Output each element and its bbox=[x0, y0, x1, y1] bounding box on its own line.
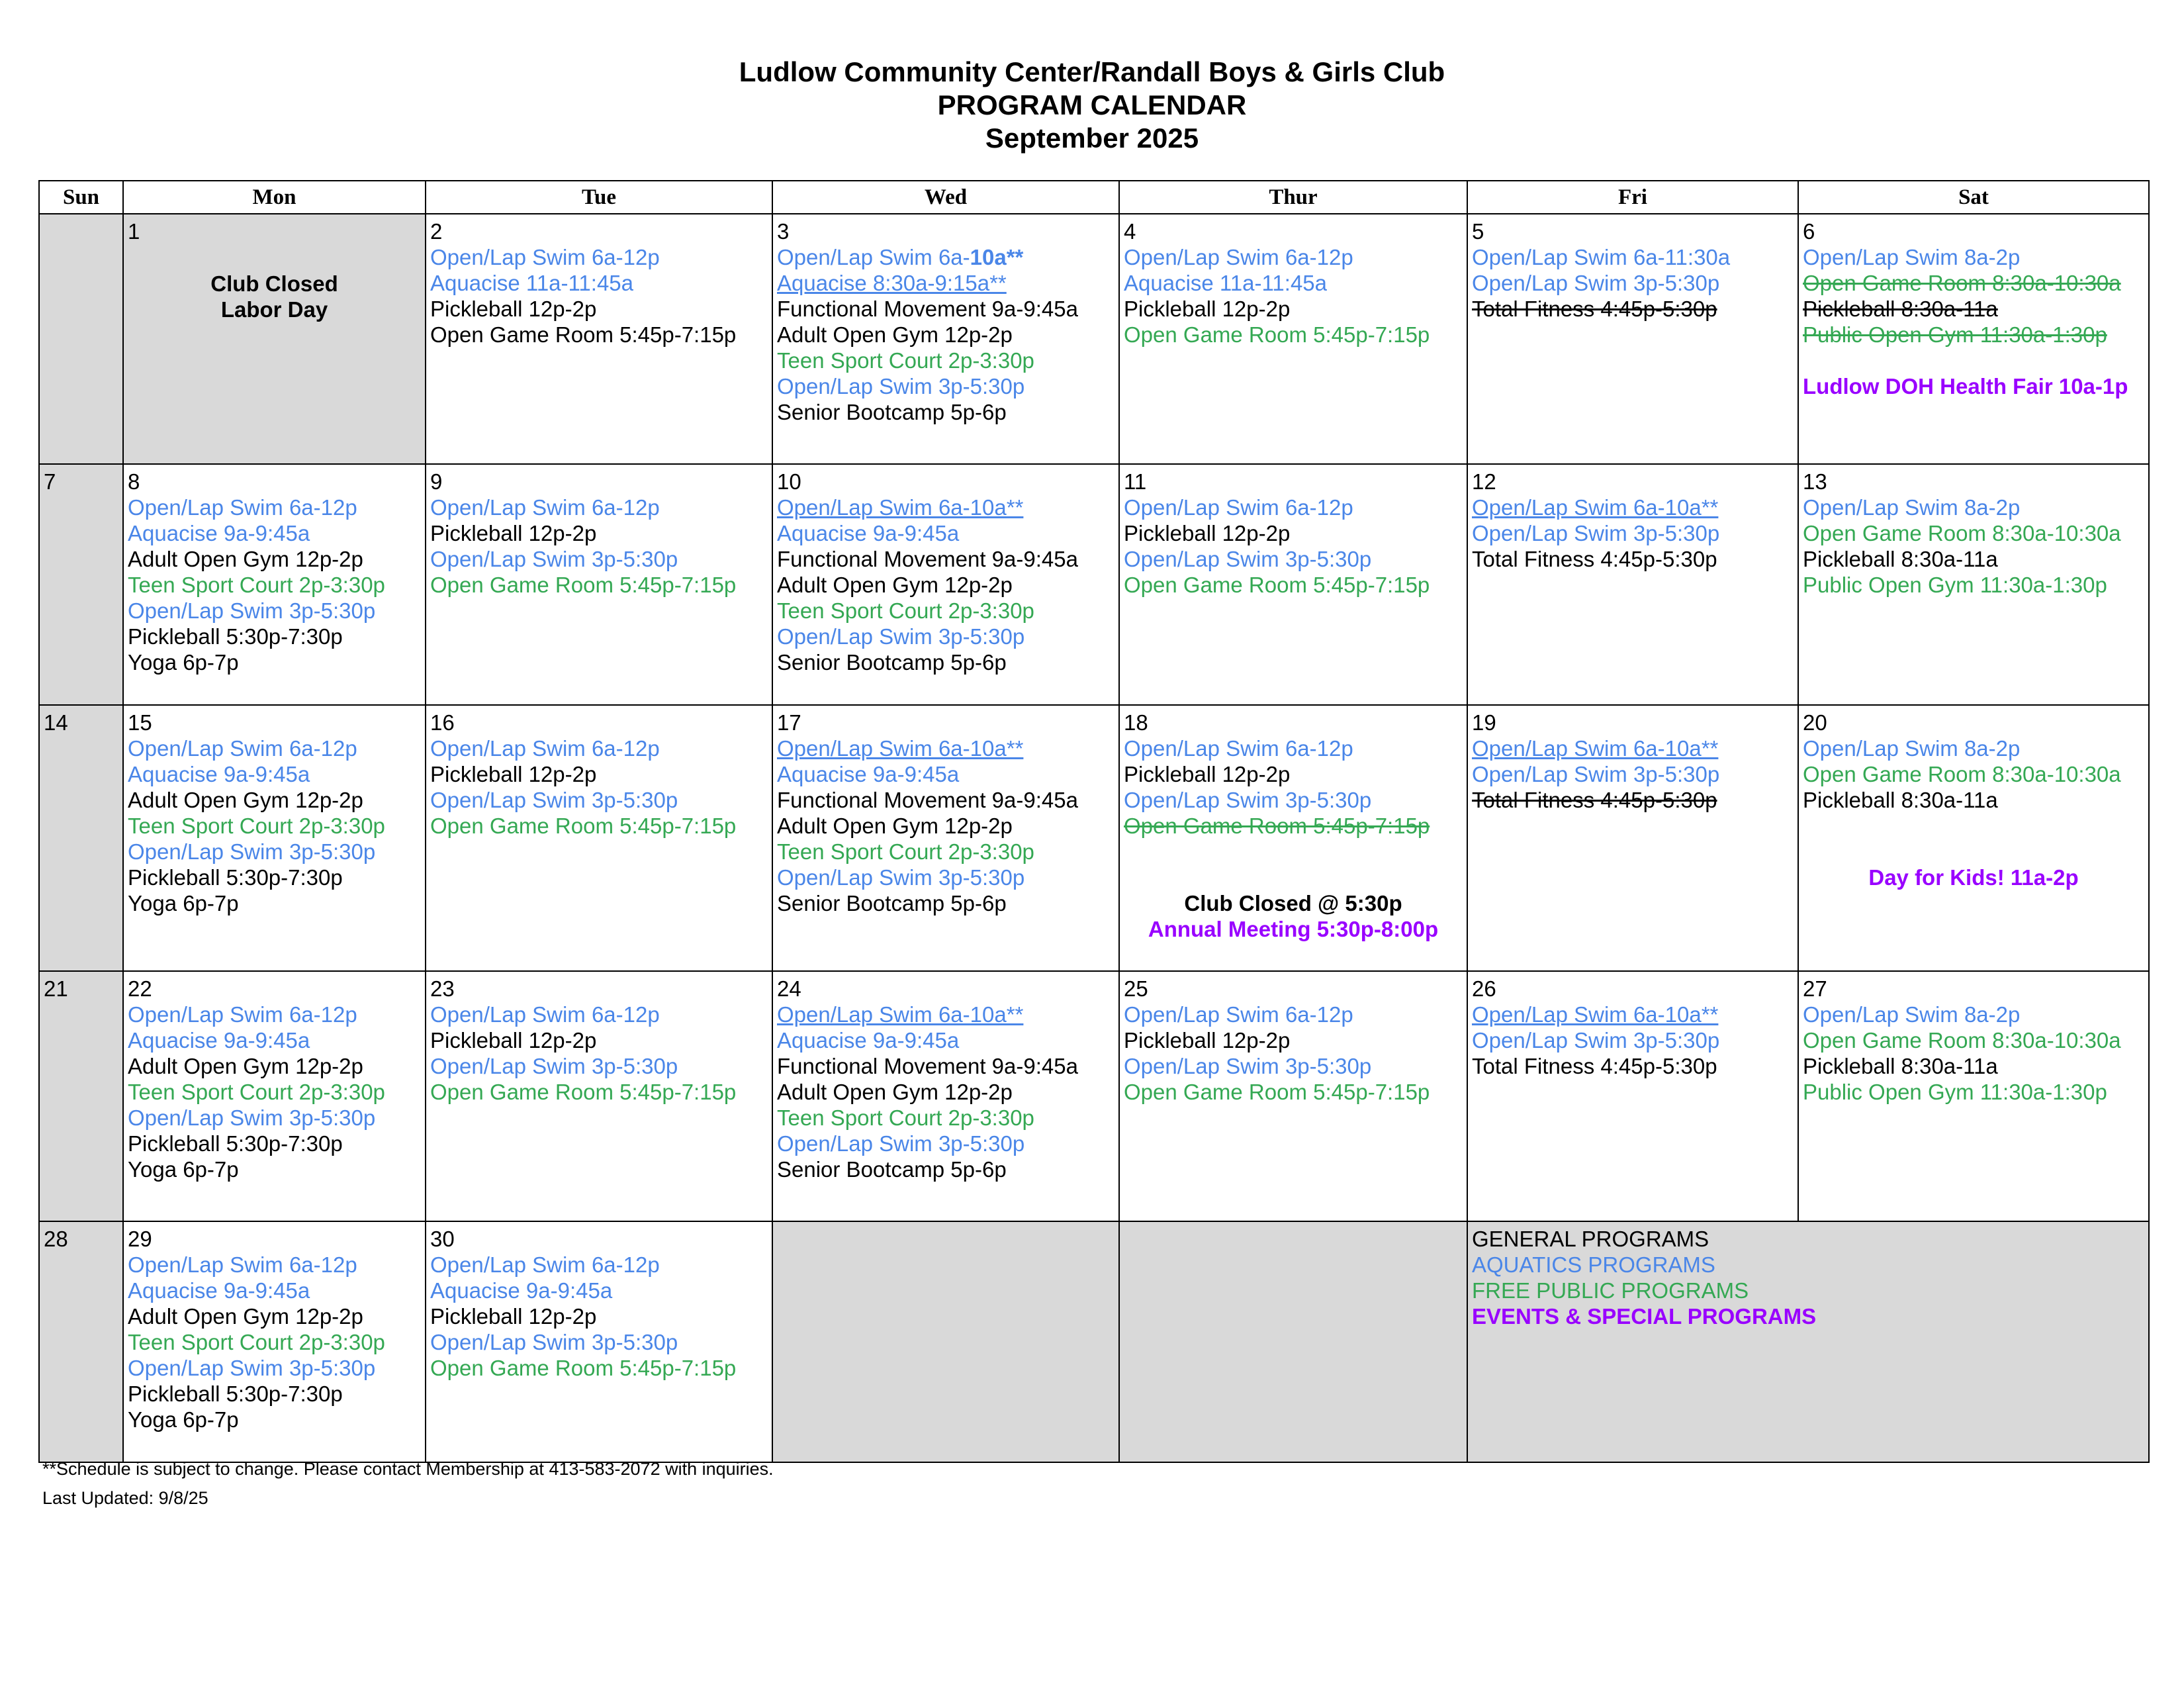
last-updated: Last Updated: 9/8/25 bbox=[42, 1488, 208, 1508]
event-item: Teen Sport Court 2p-3:30p bbox=[777, 839, 1034, 864]
event-item: Adult Open Gym 12p-2p bbox=[777, 573, 1013, 597]
event-item: Public Open Gym 11:30a-1:30p bbox=[1803, 1080, 2107, 1104]
event-item: Open/Lap Swim 3p-5:30p bbox=[1472, 521, 1720, 545]
day-cell-16 bbox=[426, 705, 772, 971]
event-item: Aquacise 11a-11:45a bbox=[1124, 271, 1328, 295]
event-item: Open/Lap Swim 3p-5:30p bbox=[128, 1356, 376, 1380]
day-cell-empty bbox=[39, 214, 123, 464]
day-number: 14 bbox=[44, 710, 68, 735]
event-item: Open/Lap Swim 6a-12p bbox=[1124, 245, 1353, 269]
spacer bbox=[1803, 348, 2144, 373]
event-text: Open/Lap Swim 6a- bbox=[777, 245, 970, 269]
week-row-4 bbox=[39, 971, 2149, 1221]
week-row-5 bbox=[39, 1221, 2149, 1462]
legend bbox=[1467, 1221, 2149, 1462]
event-item: Pickleball 12p-2p bbox=[1124, 521, 1291, 545]
day-number: 22 bbox=[128, 976, 152, 1001]
day-cell-23 bbox=[426, 971, 772, 1221]
day-number: 8 bbox=[128, 469, 140, 494]
day-cell-26 bbox=[1467, 971, 1798, 1221]
event-text-bold: 10a** bbox=[970, 245, 1024, 269]
event-item: Open/Lap Swim 3p-5:30p bbox=[1124, 1054, 1372, 1078]
event-item: Aquacise 9a-9:45a bbox=[777, 521, 960, 545]
day-number: 1 bbox=[128, 219, 140, 244]
event-item: Total Fitness 4:45p-5:30p bbox=[1472, 1054, 1717, 1078]
event-item: Open/Lap Swim 8a-2p bbox=[1803, 495, 2021, 520]
holiday-label: Labor Day bbox=[220, 297, 328, 322]
event-item: Teen Sport Court 2p-3:30p bbox=[128, 814, 385, 838]
event-item: Open/Lap Swim 3p-5:30p bbox=[1472, 271, 1720, 295]
event-item-cancelled: Public Open Gym 11:30a-1:30p bbox=[1803, 322, 2107, 347]
week-row-3 bbox=[39, 705, 2149, 971]
event-item: Functional Movement 9a-9:45a bbox=[777, 297, 1078, 321]
event-item-cancelled: Total Fitness 4:45p-5:30p bbox=[1472, 788, 1717, 812]
event-item bbox=[777, 244, 1115, 270]
event-item: Aquacise 9a-9:45a bbox=[430, 1278, 613, 1303]
event-item: Senior Bootcamp 5p-6p bbox=[777, 400, 1007, 424]
event-item: Pickleball 12p-2p bbox=[430, 297, 597, 321]
spacer bbox=[1124, 865, 1463, 890]
event-item: Senior Bootcamp 5p-6p bbox=[777, 1157, 1007, 1182]
spacer bbox=[1803, 839, 2144, 865]
day-number: 7 bbox=[44, 469, 56, 494]
day-number: 4 bbox=[1124, 219, 1136, 244]
event-item: Aquacise 9a-9:45a bbox=[128, 521, 310, 545]
weekday-header-row bbox=[39, 181, 2149, 214]
event-item: Aquacise 9a-9:45a bbox=[128, 762, 310, 786]
event-item: Pickleball 5:30p-7:30p bbox=[128, 1131, 343, 1156]
day-number: 20 bbox=[1803, 710, 1827, 735]
day-cell-empty bbox=[1119, 1221, 1467, 1462]
legend-free-public: FREE PUBLIC PROGRAMS bbox=[1472, 1278, 1749, 1303]
event-item: Open Game Room 5:45p-7:15p bbox=[430, 814, 737, 838]
event-item: Open Game Room 5:45p-7:15p bbox=[430, 1356, 737, 1380]
event-item: Functional Movement 9a-9:45a bbox=[777, 547, 1078, 571]
spacer bbox=[1803, 813, 2144, 839]
event-item: Pickleball 12p-2p bbox=[430, 762, 597, 786]
day-number: 10 bbox=[777, 469, 801, 494]
event-item: Open/Lap Swim 3p-5:30p bbox=[1124, 547, 1372, 571]
event-item: Adult Open Gym 12p-2p bbox=[128, 547, 363, 571]
day-cell-30 bbox=[426, 1221, 772, 1462]
event-item: Open/Lap Swim 6a-10a** bbox=[777, 1002, 1024, 1027]
legend-general: GENERAL PROGRAMS bbox=[1472, 1227, 1709, 1251]
event-item: Open/Lap Swim 3p-5:30p bbox=[430, 1054, 678, 1078]
day-number: 11 bbox=[1124, 469, 1147, 494]
special-event: Ludlow DOH Health Fair 10a-1p bbox=[1803, 374, 2128, 399]
day-number: 18 bbox=[1124, 710, 1148, 735]
event-item: Open Game Room 5:45p-7:15p bbox=[1124, 573, 1430, 597]
event-item-cancelled: Total Fitness 4:45p-5:30p bbox=[1472, 297, 1717, 321]
day-cell-28 bbox=[39, 1221, 123, 1462]
day-number: 17 bbox=[777, 710, 801, 735]
event-item: Open/Lap Swim 6a-12p bbox=[128, 495, 357, 520]
org-title: Ludlow Community Center/Randall Boys & Girls Club bbox=[739, 56, 1445, 87]
day-number: 27 bbox=[1803, 976, 1827, 1001]
event-item: Aquacise 9a-9:45a bbox=[777, 762, 960, 786]
event-item: Open/Lap Swim 3p-5:30p bbox=[1472, 1028, 1720, 1053]
event-item: Teen Sport Court 2p-3:30p bbox=[128, 1080, 385, 1104]
event-item: Open/Lap Swim 6a-12p bbox=[1124, 736, 1353, 761]
weekday-wed: Wed bbox=[772, 181, 1119, 214]
event-item: Open/Lap Swim 8a-2p bbox=[1803, 1002, 2021, 1027]
day-number: 23 bbox=[430, 976, 455, 1001]
month-title: September 2025 bbox=[985, 122, 1199, 154]
event-item: Yoga 6p-7p bbox=[128, 891, 239, 915]
event-item: Adult Open Gym 12p-2p bbox=[128, 1054, 363, 1078]
day-cell-3 bbox=[772, 214, 1119, 464]
day-cell-13 bbox=[1798, 464, 2149, 705]
event-item: Adult Open Gym 12p-2p bbox=[777, 322, 1013, 347]
day-cell-21 bbox=[39, 971, 123, 1221]
weekday-fri: Fri bbox=[1467, 181, 1798, 214]
day-number: 24 bbox=[777, 976, 801, 1001]
special-event: Annual Meeting 5:30p-8:00p bbox=[1148, 917, 1439, 941]
day-cell-2 bbox=[426, 214, 772, 464]
day-cell-14 bbox=[39, 705, 123, 971]
event-item: Aquacise 9a-9:45a bbox=[128, 1278, 310, 1303]
day-number: 21 bbox=[44, 976, 68, 1001]
event-item: Pickleball 12p-2p bbox=[430, 1304, 597, 1329]
event-item: Open/Lap Swim 8a-2p bbox=[1803, 245, 2021, 269]
week-row-1 bbox=[39, 214, 2149, 464]
event-item: Open Game Room 5:45p-7:15p bbox=[430, 1080, 737, 1104]
special-event: Day for Kids! 11a-2p bbox=[1868, 865, 2079, 890]
day-cell-1 bbox=[123, 214, 426, 464]
event-item: Aquacise 9a-9:45a bbox=[777, 1028, 960, 1053]
event-item: Open/Lap Swim 3p-5:30p bbox=[777, 1131, 1025, 1156]
event-item: Open/Lap Swim 3p-5:30p bbox=[128, 839, 376, 864]
weekday-sat: Sat bbox=[1798, 181, 2149, 214]
event-item-cancelled: Pickleball 8:30a-11a bbox=[1803, 297, 1998, 321]
event-item: Pickleball 8:30a-11a bbox=[1803, 1054, 1998, 1078]
event-item: Functional Movement 9a-9:45a bbox=[777, 788, 1078, 812]
event-item: Open Game Room 8:30a-10:30a bbox=[1803, 1028, 2121, 1053]
event-item: Open/Lap Swim 6a-10a** bbox=[1472, 495, 1719, 520]
event-item: Open/Lap Swim 6a-11:30a bbox=[1472, 245, 1731, 269]
weekday-mon: Mon bbox=[123, 181, 426, 214]
day-number: 13 bbox=[1803, 469, 1827, 494]
event-item: Yoga 6p-7p bbox=[128, 1407, 239, 1432]
event-item: Open Game Room 5:45p-7:15p bbox=[430, 573, 737, 597]
weekday-tue: Tue bbox=[426, 181, 772, 214]
day-cell-empty bbox=[772, 1221, 1119, 1462]
event-item: Teen Sport Court 2p-3:30p bbox=[777, 348, 1034, 373]
event-item: Pickleball 12p-2p bbox=[1124, 1028, 1291, 1053]
event-item: Pickleball 5:30p-7:30p bbox=[128, 624, 343, 649]
event-item: Open/Lap Swim 3p-5:30p bbox=[777, 865, 1025, 890]
day-number: 9 bbox=[430, 469, 443, 494]
day-cell-27 bbox=[1798, 971, 2149, 1221]
event-item: Aquacise 11a-11:45a bbox=[430, 271, 634, 295]
day-cell-15 bbox=[123, 705, 426, 971]
event-item: Pickleball 12p-2p bbox=[1124, 762, 1291, 786]
spacer bbox=[1124, 839, 1463, 865]
event-item: Open/Lap Swim 3p-5:30p bbox=[430, 1330, 678, 1354]
event-item: Adult Open Gym 12p-2p bbox=[777, 814, 1013, 838]
event-item: Teen Sport Court 2p-3:30p bbox=[777, 1105, 1034, 1130]
day-cell-19 bbox=[1467, 705, 1798, 971]
event-item: Teen Sport Court 2p-3:30p bbox=[128, 1330, 385, 1354]
event-item: Open/Lap Swim 3p-5:30p bbox=[430, 547, 678, 571]
event-item: Open/Lap Swim 6a-10a** bbox=[777, 495, 1024, 520]
club-closed-label: Club Closed bbox=[210, 271, 338, 296]
event-item: Open/Lap Swim 3p-5:30p bbox=[128, 1105, 376, 1130]
event-item: Open/Lap Swim 6a-10a** bbox=[1472, 1002, 1719, 1027]
event-item: Senior Bootcamp 5p-6p bbox=[777, 650, 1007, 675]
event-item: Open/Lap Swim 6a-10a** bbox=[777, 736, 1024, 761]
day-cell-8 bbox=[123, 464, 426, 705]
schedule-disclaimer: **Schedule is subject to change. Please contact Membership at 413-583-2072 with inquiries. bbox=[42, 1459, 774, 1479]
day-number: 2 bbox=[430, 219, 443, 244]
day-cell-9 bbox=[426, 464, 772, 705]
event-item: Open/Lap Swim 6a-12p bbox=[430, 736, 660, 761]
day-number: 26 bbox=[1472, 976, 1496, 1001]
day-number: 30 bbox=[430, 1227, 455, 1251]
event-item: Pickleball 5:30p-7:30p bbox=[128, 865, 343, 890]
day-cell-29 bbox=[123, 1221, 426, 1462]
day-cell-6 bbox=[1798, 214, 2149, 464]
day-cell-18 bbox=[1119, 705, 1467, 971]
event-item: Open/Lap Swim 6a-12p bbox=[1124, 1002, 1353, 1027]
day-cell-22 bbox=[123, 971, 426, 1221]
legend-aquatics: AQUATICS PROGRAMS bbox=[1472, 1252, 1715, 1277]
event-item: Open/Lap Swim 3p-5:30p bbox=[430, 788, 678, 812]
day-cell-11 bbox=[1119, 464, 1467, 705]
day-number: 15 bbox=[128, 710, 152, 735]
event-item: Open/Lap Swim 3p-5:30p bbox=[1124, 788, 1372, 812]
day-number: 29 bbox=[128, 1227, 152, 1251]
event-item: Open/Lap Swim 6a-12p bbox=[430, 1252, 660, 1277]
event-item: Functional Movement 9a-9:45a bbox=[777, 1054, 1078, 1078]
event-item: Open Game Room 5:45p-7:15p bbox=[430, 322, 737, 347]
event-item: Pickleball 5:30p-7:30p bbox=[128, 1382, 343, 1406]
event-item: Open Game Room 5:45p-7:15p bbox=[1124, 322, 1430, 347]
event-item: Open/Lap Swim 3p-5:30p bbox=[777, 624, 1025, 649]
event-item: Adult Open Gym 12p-2p bbox=[128, 788, 363, 812]
event-item: Yoga 6p-7p bbox=[128, 650, 239, 675]
day-cell-20 bbox=[1798, 705, 2149, 971]
day-cell-25 bbox=[1119, 971, 1467, 1221]
event-item: Open/Lap Swim 6a-12p bbox=[430, 245, 660, 269]
event-item: Open/Lap Swim 6a-10a** bbox=[1472, 736, 1719, 761]
event-item: Open/Lap Swim 6a-12p bbox=[128, 736, 357, 761]
event-item-cancelled: Open Game Room 5:45p-7:15p bbox=[1124, 814, 1430, 838]
day-cell-4 bbox=[1119, 214, 1467, 464]
calendar-title: PROGRAM CALENDAR bbox=[937, 89, 1247, 120]
club-closed-note: Club Closed @ 5:30p bbox=[1184, 891, 1402, 915]
event-item: Teen Sport Court 2p-3:30p bbox=[777, 598, 1034, 623]
event-item: Open Game Room 8:30a-10:30a bbox=[1803, 521, 2121, 545]
event-item: Senior Bootcamp 5p-6p bbox=[777, 891, 1007, 915]
day-cell-7 bbox=[39, 464, 123, 705]
event-item: Aquacise 9a-9:45a bbox=[128, 1028, 310, 1053]
event-item: Public Open Gym 11:30a-1:30p bbox=[1803, 573, 2107, 597]
day-number: 19 bbox=[1472, 710, 1496, 735]
event-item: Open/Lap Swim 3p-5:30p bbox=[777, 374, 1025, 399]
event-item: Pickleball 12p-2p bbox=[430, 1028, 597, 1053]
day-cell-24 bbox=[772, 971, 1119, 1221]
event-item-cancelled: Aquacise 8:30a-9:15a** bbox=[777, 271, 1007, 295]
legend-special: EVENTS & SPECIAL PROGRAMS bbox=[1472, 1304, 1817, 1329]
event-item: Open/Lap Swim 6a-12p bbox=[1124, 495, 1353, 520]
calendar-header bbox=[0, 56, 2184, 155]
day-number: 12 bbox=[1472, 469, 1496, 494]
day-number: 16 bbox=[430, 710, 455, 735]
event-item: Pickleball 12p-2p bbox=[430, 521, 597, 545]
event-item: Open/Lap Swim 6a-12p bbox=[430, 495, 660, 520]
day-cell-17 bbox=[772, 705, 1119, 971]
event-item: Open/Lap Swim 3p-5:30p bbox=[128, 598, 376, 623]
event-item: Open/Lap Swim 6a-12p bbox=[128, 1252, 357, 1277]
event-item: Open Game Room 8:30a-10:30a bbox=[1803, 762, 2121, 786]
day-cell-12 bbox=[1467, 464, 1798, 705]
event-item-cancelled: Open Game Room 8:30a-10:30a bbox=[1803, 271, 2121, 295]
day-number: 28 bbox=[44, 1227, 68, 1251]
event-item: Open/Lap Swim 8a-2p bbox=[1803, 736, 2021, 761]
event-item: Teen Sport Court 2p-3:30p bbox=[128, 573, 385, 597]
event-item: Adult Open Gym 12p-2p bbox=[777, 1080, 1013, 1104]
event-item: Open/Lap Swim 6a-12p bbox=[128, 1002, 357, 1027]
weekday-thu: Thur bbox=[1119, 181, 1467, 214]
event-item: Yoga 6p-7p bbox=[128, 1157, 239, 1182]
week-row-2 bbox=[39, 464, 2149, 705]
event-item: Open Game Room 5:45p-7:15p bbox=[1124, 1080, 1430, 1104]
program-calendar bbox=[38, 180, 2150, 1463]
event-item: Pickleball 12p-2p bbox=[1124, 297, 1291, 321]
day-cell-10 bbox=[772, 464, 1119, 705]
event-item: Adult Open Gym 12p-2p bbox=[128, 1304, 363, 1329]
weekday-sun: Sun bbox=[39, 181, 123, 214]
event-item: Pickleball 8:30a-11a bbox=[1803, 788, 1998, 812]
event-item: Total Fitness 4:45p-5:30p bbox=[1472, 547, 1717, 571]
day-number: 6 bbox=[1803, 219, 1815, 244]
day-cell-5 bbox=[1467, 214, 1798, 464]
day-number: 25 bbox=[1124, 976, 1148, 1001]
day-number: 5 bbox=[1472, 219, 1484, 244]
day-number: 3 bbox=[777, 219, 790, 244]
event-item: Open/Lap Swim 6a-12p bbox=[430, 1002, 660, 1027]
event-item: Pickleball 8:30a-11a bbox=[1803, 547, 1998, 571]
event-item: Open/Lap Swim 3p-5:30p bbox=[1472, 762, 1720, 786]
